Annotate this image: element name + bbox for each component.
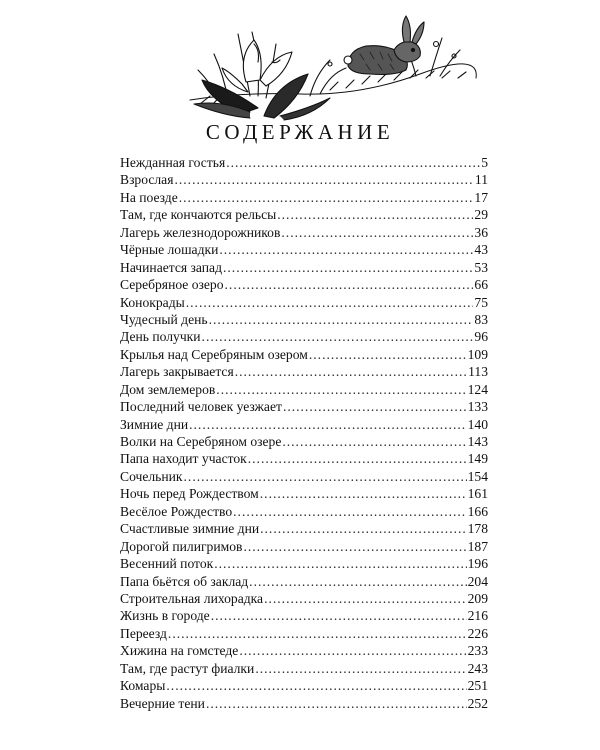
- toc-entry: [120, 450, 488, 467]
- dot-leader: [283, 398, 467, 415]
- dot-leader: [264, 590, 467, 607]
- dot-leader: [223, 259, 473, 276]
- page-number: 252: [467, 695, 488, 711]
- toc-entry: [120, 607, 488, 624]
- dot-leader: [168, 625, 467, 642]
- page-number: 17: [474, 189, 488, 205]
- toc-entry: [120, 555, 488, 572]
- toc-entry: [120, 398, 488, 415]
- chapter-title: На поезде: [120, 189, 178, 205]
- page-title: СОДЕРЖАНИЕ: [205, 120, 395, 144]
- page-number: 251: [467, 678, 488, 694]
- dot-leader: [243, 538, 466, 555]
- dot-leader: [206, 695, 467, 712]
- dot-leader: [189, 416, 466, 433]
- chapter-title: Начинается запад: [120, 259, 222, 275]
- page-number: 226: [467, 625, 488, 641]
- chapter-title: Там, где растут фиалки: [120, 660, 255, 676]
- dot-leader: [211, 607, 467, 624]
- toc-entry: [120, 171, 488, 188]
- dot-leader: [282, 433, 466, 450]
- page-number: 43: [474, 242, 488, 258]
- chapter-title: Там, где кончаются рельсы: [120, 207, 277, 223]
- chapter-title: Папа бьётся об заклад: [120, 573, 249, 589]
- page-number: 83: [474, 311, 488, 327]
- toc-entry: [120, 433, 488, 450]
- page-number: 187: [467, 538, 488, 554]
- chapter-title: Серебряное озеро: [120, 277, 224, 293]
- page-number: 154: [467, 468, 488, 484]
- dot-leader: [277, 206, 473, 223]
- dot-leader: [214, 555, 466, 572]
- toc-entry: [120, 625, 488, 642]
- chapter-title: Сочельник: [120, 468, 183, 484]
- page-number: 113: [468, 364, 488, 380]
- page-number: 233: [467, 643, 488, 659]
- toc-entry: [120, 485, 488, 502]
- toc-entry: [120, 468, 488, 485]
- toc-entry: [120, 294, 488, 311]
- chapter-title: Нежданная гостья: [120, 155, 226, 170]
- chapter-title: Счастливые зимние дни: [120, 521, 260, 537]
- page-number: 5: [481, 155, 488, 170]
- chapter-title: Взрослая: [120, 172, 174, 188]
- dot-leader: [239, 642, 466, 659]
- toc-entry: [120, 416, 488, 433]
- toc-entry: [120, 677, 488, 694]
- chapter-title: Ночь перед Рождеством: [120, 486, 259, 502]
- dot-leader: [216, 381, 466, 398]
- dot-leader: [219, 241, 473, 258]
- page-number: 75: [474, 294, 488, 310]
- dot-leader: [202, 328, 474, 345]
- dot-leader: [186, 294, 474, 311]
- toc-entry: [120, 276, 488, 293]
- toc-entry: [120, 573, 488, 590]
- chapter-title: Жизнь в городе: [120, 608, 210, 624]
- toc-entry: [120, 642, 488, 659]
- chapter-title: Строительная лихорадка: [120, 590, 264, 606]
- chapter-title: Последний человек уезжает: [120, 399, 282, 415]
- page-number: 209: [467, 590, 488, 606]
- page-number: 178: [467, 521, 488, 537]
- dot-leader: [281, 224, 473, 241]
- dot-leader: [166, 677, 466, 694]
- toc-entry: [120, 590, 488, 607]
- dot-leader: [255, 660, 466, 677]
- dot-leader: [226, 154, 480, 171]
- toc-entry: [120, 224, 488, 241]
- dot-leader: [233, 503, 466, 520]
- page-number: 196: [467, 556, 488, 572]
- chapter-title: Зимние дни: [120, 416, 189, 432]
- page-number: 143: [467, 434, 488, 449]
- dot-leader: [260, 485, 467, 502]
- chapter-title: Папа находит участок: [120, 451, 247, 467]
- chapter-title: Хижина на гомстеде: [120, 643, 239, 659]
- chapter-title: Чудесный день: [120, 311, 208, 327]
- page-number: 166: [467, 503, 488, 519]
- page-number: 66: [474, 277, 488, 293]
- page-number: 11: [474, 172, 488, 188]
- dot-leader: [209, 311, 474, 328]
- chapter-title: Лагерь закрывается: [120, 364, 234, 380]
- chapter-title: Вечерние тени: [120, 695, 205, 711]
- dot-leader: [179, 189, 474, 206]
- toc-entry: [120, 520, 488, 537]
- page-number: 140: [467, 416, 488, 432]
- chapter-title: Чёрные лошадки: [120, 242, 219, 258]
- dot-leader: [249, 573, 466, 590]
- page-number: 124: [467, 381, 488, 397]
- page-number: 243: [467, 660, 488, 676]
- page-number: 204: [467, 573, 488, 589]
- page-number: 96: [474, 329, 488, 345]
- page-number: 53: [474, 259, 488, 275]
- rabbit-lily-illustration: [180, 4, 480, 122]
- toc-entry: [120, 189, 488, 206]
- page-number: 29: [474, 207, 488, 223]
- chapter-title: Лагерь железнодорожников: [120, 224, 281, 240]
- dot-leader: [225, 276, 474, 293]
- chapter-title: Волки на Серебряном озере: [120, 434, 282, 449]
- toc-entry: [120, 660, 488, 677]
- toc-entry: [120, 363, 488, 380]
- toc-entry: [120, 346, 488, 363]
- toc-entry: [120, 538, 488, 555]
- page-number: 216: [467, 608, 488, 624]
- chapter-title: День получки: [120, 329, 201, 345]
- dot-leader: [248, 450, 467, 467]
- chapter-title: Дом землемеров: [120, 381, 216, 397]
- page-number: 109: [467, 346, 488, 362]
- dot-leader: [260, 520, 466, 537]
- toc-entry: [120, 154, 488, 171]
- chapter-title: Конокрады: [120, 294, 185, 310]
- page-number: 149: [467, 451, 488, 467]
- dot-leader: [174, 171, 473, 188]
- chapter-title: Крылья над Серебряным озером: [120, 346, 308, 362]
- page-number: 133: [467, 399, 488, 415]
- toc-entry: [120, 695, 488, 712]
- toc-entry: [120, 311, 488, 328]
- dot-leader: [184, 468, 467, 485]
- chapter-title: Переезд: [120, 625, 167, 641]
- dot-leader: [235, 363, 467, 380]
- page-number: 36: [474, 224, 488, 240]
- toc-entry: [120, 381, 488, 398]
- chapter-title: Комары: [120, 678, 166, 694]
- chapter-title: Дорогой пилигримов: [120, 538, 243, 554]
- toc-entry: [120, 241, 488, 258]
- page-number: 161: [467, 486, 488, 502]
- chapter-title: Весёлое Рождество: [120, 503, 233, 519]
- toc-entry: [120, 259, 488, 276]
- toc-entry: [120, 206, 488, 223]
- chapter-title: Весенний поток: [120, 556, 214, 572]
- toc-entry: [120, 503, 488, 520]
- table-of-contents: [120, 154, 488, 712]
- toc-entry: [120, 328, 488, 345]
- dot-leader: [309, 346, 467, 363]
